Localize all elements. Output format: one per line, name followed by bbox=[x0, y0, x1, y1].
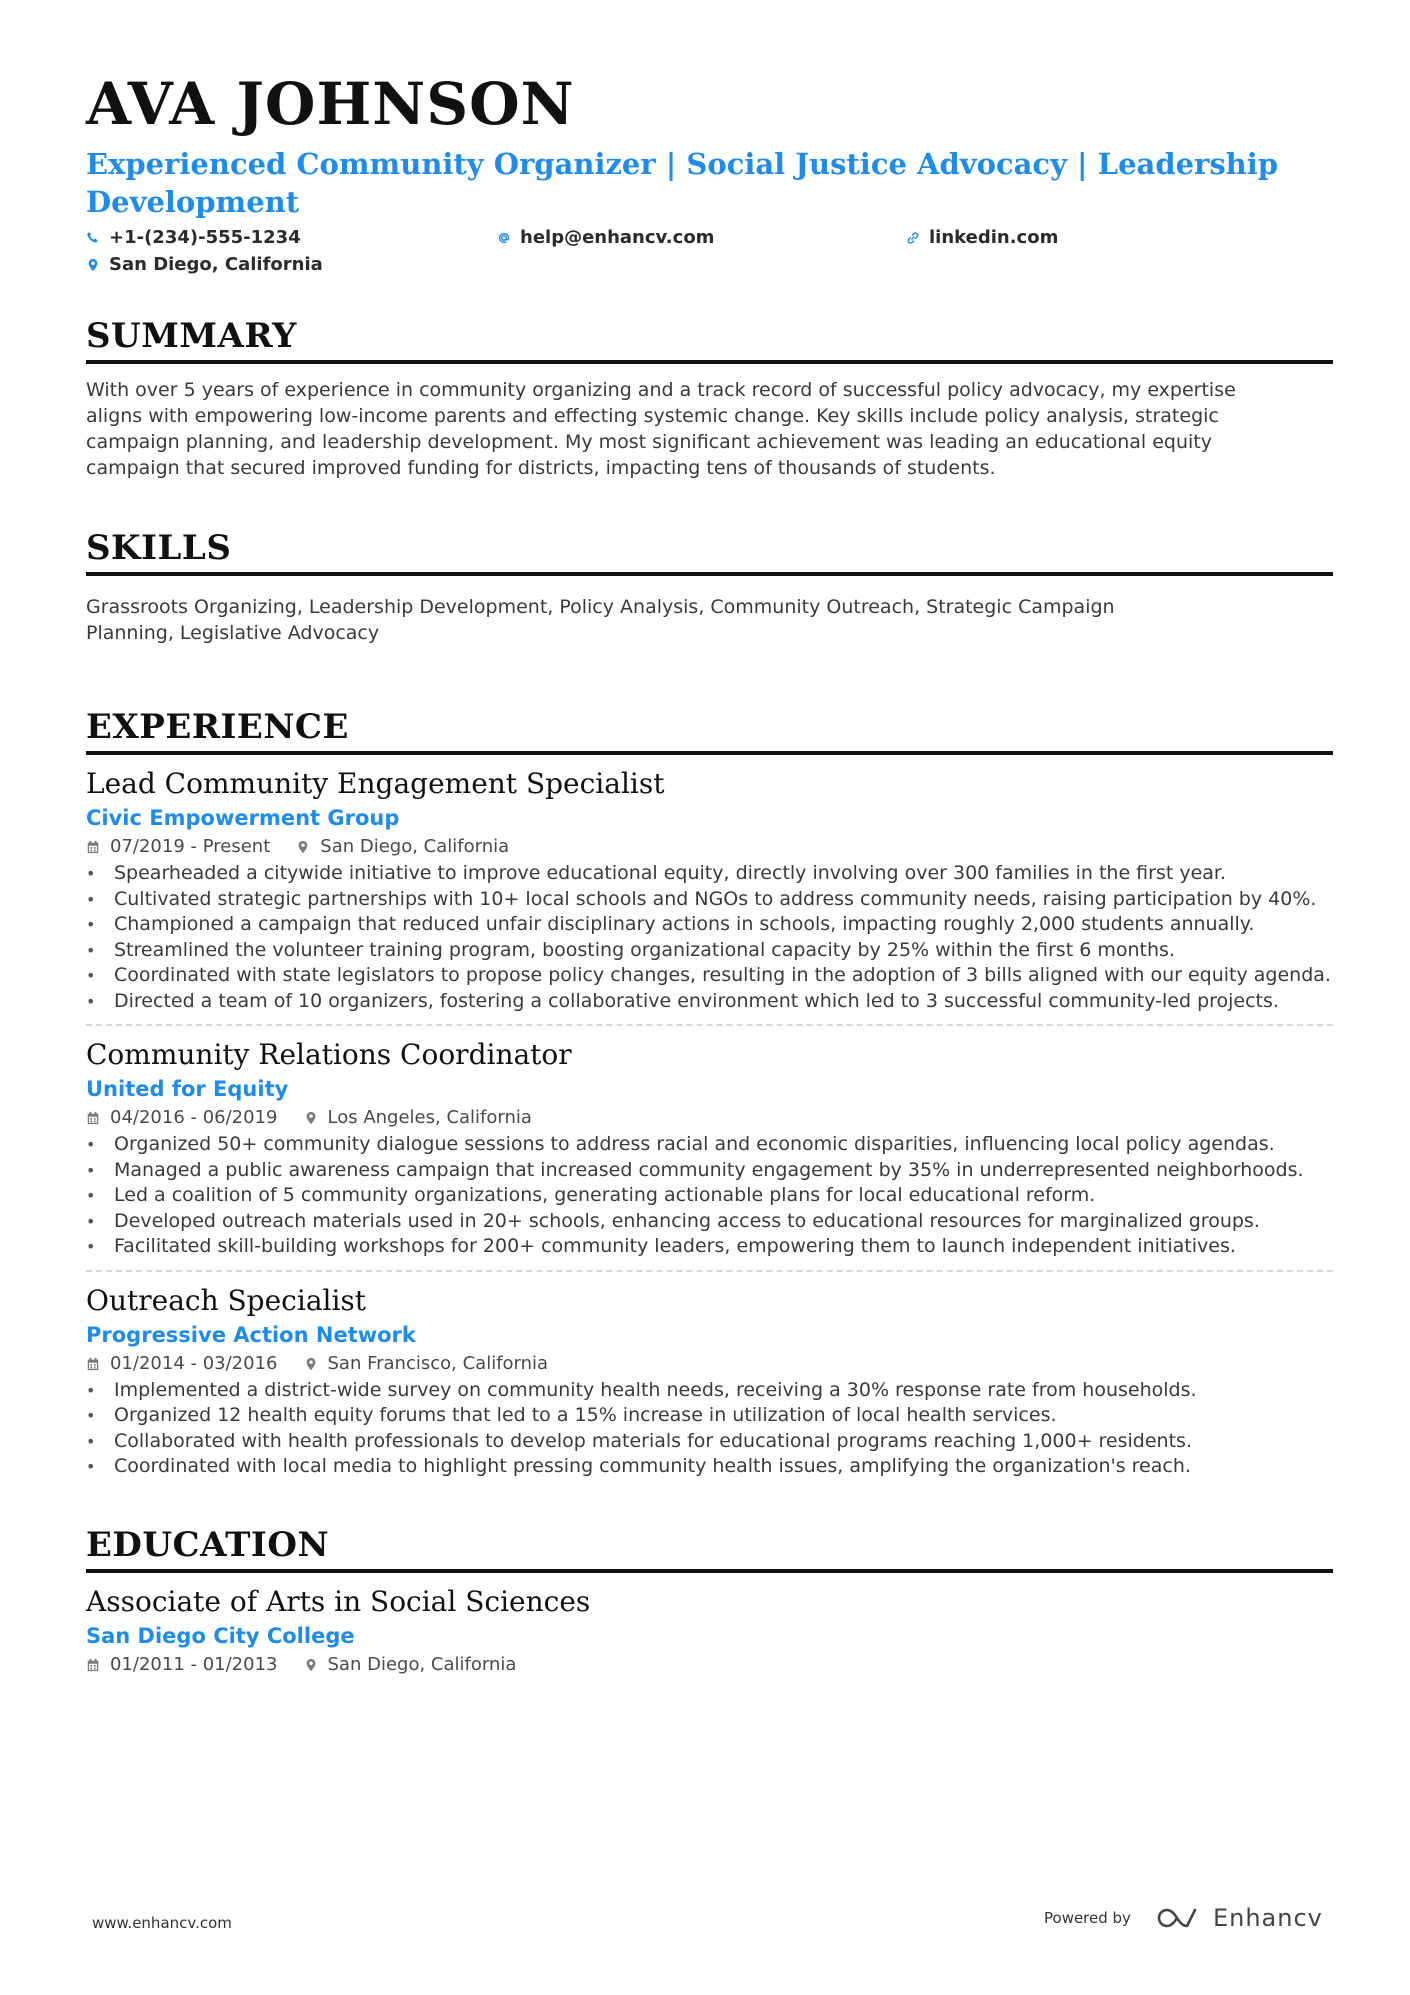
summary-line: With over 5 years of experience in community organizing and a track record of successful policy advocacy, my expertise bbox=[86, 379, 1236, 401]
phone-text: +1-(234)-555-1234 bbox=[109, 227, 301, 248]
linkedin-text: linkedin.com bbox=[929, 227, 1059, 248]
job-location-text: Los Angeles, California bbox=[327, 1107, 532, 1128]
list-item: • Developed outreach materials used in 20+ schools, enhancing access to educational resources for marginalized groups. bbox=[86, 1209, 1333, 1235]
job-location bbox=[296, 834, 509, 860]
education-meta bbox=[86, 1652, 1333, 1678]
location-pin-icon bbox=[86, 258, 100, 272]
location-contact bbox=[86, 254, 323, 275]
experience-section bbox=[86, 706, 1333, 1480]
skills-line: Planning, Legislative Advocacy bbox=[86, 622, 380, 644]
list-item: • Collaborated with health professionals to develop materials for educational programs reaching 1,000+ residents. bbox=[86, 1429, 1333, 1455]
job-title: Outreach Specialist bbox=[86, 1283, 367, 1317]
summary-line: aligns with empowering low-income parents and effecting systemic change. Key skills include policy analysis, strategic bbox=[86, 405, 1219, 427]
at-icon bbox=[497, 231, 511, 245]
list-item: • Directed a team of 10 organizers, fostering a collaborative environment which led to 3 successful community-led projects. bbox=[86, 989, 1333, 1015]
job-bullets bbox=[86, 1132, 1333, 1260]
skills-text bbox=[86, 594, 1333, 646]
job-divider bbox=[86, 1024, 1333, 1026]
calendar-icon bbox=[86, 1357, 100, 1371]
location-pin-icon bbox=[304, 1111, 318, 1125]
job-dates-text: 04/2016 - 06/2019 bbox=[110, 1107, 278, 1128]
location-text: San Diego, California bbox=[109, 254, 323, 275]
school-name: San Diego City College bbox=[86, 1623, 355, 1648]
job-location bbox=[304, 1351, 549, 1377]
enhancv-logo bbox=[1157, 1904, 1323, 1932]
degree-title: Associate of Arts in Social Sciences bbox=[86, 1584, 591, 1618]
job-divider bbox=[86, 1270, 1333, 1272]
experience-heading: EXPERIENCE bbox=[86, 706, 1333, 755]
company-name: Civic Empowerment Group bbox=[86, 806, 400, 830]
education-dates-text: 01/2011 - 01/2013 bbox=[110, 1653, 278, 1675]
calendar-icon bbox=[86, 840, 100, 854]
contact-info bbox=[86, 223, 1333, 285]
job-title: Community Relations Coordinator bbox=[86, 1038, 572, 1071]
education-location-text: San Diego, California bbox=[327, 1653, 517, 1675]
list-item: • Implemented a district-wide survey on community health needs, receiving a 30% response rate from households. bbox=[86, 1378, 1333, 1404]
candidate-name: AVA JOHNSON bbox=[86, 70, 575, 138]
education-heading: EDUCATION bbox=[86, 1524, 1333, 1573]
resume-page bbox=[86, 70, 1333, 1678]
email-text: help@enhancv.com bbox=[520, 227, 715, 248]
company-name: Progressive Action Network bbox=[86, 1322, 416, 1347]
location-pin-icon bbox=[304, 1658, 318, 1672]
job-meta bbox=[86, 1105, 1333, 1131]
phone-contact[interactable] bbox=[86, 227, 301, 248]
skills-line: Grassroots Organizing, Leadership Development, Policy Analysis, Community Outreach, Strategic Campaign bbox=[86, 596, 1115, 618]
summary-heading: SUMMARY bbox=[86, 315, 1333, 364]
job-bullets bbox=[86, 861, 1333, 1014]
job-entry bbox=[86, 1283, 1333, 1480]
job-meta bbox=[86, 1351, 1333, 1377]
job-meta bbox=[86, 834, 1333, 860]
job-entry bbox=[86, 766, 1333, 1026]
skills-section bbox=[86, 527, 1333, 646]
job-location-text: San Diego, California bbox=[320, 836, 510, 857]
job-dates-text: 01/2014 - 03/2016 bbox=[110, 1352, 278, 1374]
job-entry bbox=[86, 1037, 1333, 1272]
company-name: United for Equity bbox=[86, 1077, 289, 1101]
list-item: • Cultivated strategic partnerships with 10+ local schools and NGOs to address community needs, raising participation by 40%. bbox=[86, 887, 1333, 913]
footer-powered-by[interactable] bbox=[1044, 1904, 1323, 1932]
job-dates bbox=[86, 1351, 278, 1377]
list-item: • Led a coalition of 5 community organizations, generating actionable plans for local educational reform. bbox=[86, 1183, 1333, 1209]
location-pin-icon bbox=[304, 1357, 318, 1371]
list-item: • Championed a campaign that reduced unfair disciplinary actions in schools, impacting roughly 2,000 students annually. bbox=[86, 912, 1333, 938]
list-item: • Streamlined the volunteer training program, boosting organizational capacity by 25% within the first 6 months. bbox=[86, 938, 1333, 964]
calendar-icon bbox=[86, 1111, 100, 1125]
summary-section bbox=[86, 315, 1333, 481]
job-location-text: San Francisco, California bbox=[327, 1352, 549, 1374]
footer-website[interactable]: www.enhancv.com bbox=[92, 1914, 232, 1932]
email-contact[interactable] bbox=[497, 227, 714, 248]
job-dates-text: 07/2019 - Present bbox=[110, 836, 271, 857]
headline-line-1: Experienced Community Organizer | Social Justice Advocacy | Leadership bbox=[86, 147, 1279, 181]
education-section bbox=[86, 1524, 1333, 1678]
job-dates bbox=[86, 834, 270, 860]
phone-icon bbox=[86, 231, 100, 245]
headline bbox=[86, 145, 1333, 221]
list-item: • Organized 50+ community dialogue sessions to address racial and economic disparities, influencing local policy agendas. bbox=[86, 1132, 1333, 1158]
job-bullets bbox=[86, 1378, 1333, 1480]
brand-name: Enhancv bbox=[1212, 1904, 1323, 1932]
education-location bbox=[304, 1652, 517, 1678]
powered-by-label: Powered by bbox=[1044, 1909, 1131, 1927]
location-pin-icon bbox=[296, 840, 310, 854]
skills-heading: SKILLS bbox=[86, 527, 1333, 576]
list-item: • Coordinated with local media to highlight pressing community health issues, amplifying the organization's reach. bbox=[86, 1454, 1333, 1480]
calendar-icon bbox=[86, 1658, 100, 1672]
headline-line-2: Development bbox=[86, 185, 300, 219]
summary-line: campaign that secured improved funding for districts, impacting tens of thousands of students. bbox=[86, 457, 996, 479]
list-item: • Coordinated with state legislators to propose policy changes, resulting in the adoption of 3 bills aligned with our equity agenda. bbox=[86, 963, 1333, 989]
job-location bbox=[304, 1105, 532, 1131]
list-item: • Organized 12 health equity forums that led to a 15% increase in utilization of local health services. bbox=[86, 1403, 1333, 1429]
summary-line: campaign planning, and leadership development. My most significant achievement was leading an educational equity bbox=[86, 431, 1212, 453]
list-item: • Spearheaded a citywide initiative to improve educational equity, directly involving over 300 families in the first year. bbox=[86, 861, 1333, 887]
job-dates bbox=[86, 1105, 278, 1131]
enhancv-logo-icon bbox=[1157, 1905, 1205, 1931]
list-item: • Facilitated skill-building workshops for 200+ community leaders, empowering them to launch independent initiatives. bbox=[86, 1234, 1333, 1260]
summary-text bbox=[86, 377, 1333, 481]
link-icon bbox=[906, 231, 920, 245]
job-title: Lead Community Engagement Specialist bbox=[86, 767, 665, 800]
linkedin-contact[interactable] bbox=[906, 227, 1058, 248]
list-item: • Managed a public awareness campaign that increased community engagement by 35% in underrepresented neighborhoods. bbox=[86, 1158, 1333, 1184]
education-dates bbox=[86, 1652, 278, 1678]
